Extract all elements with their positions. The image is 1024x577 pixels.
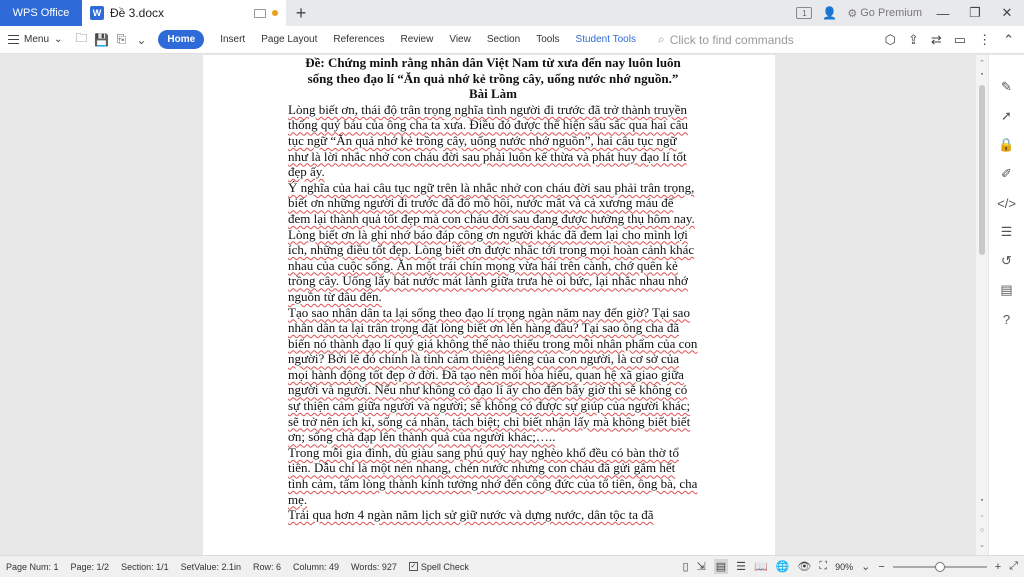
tab-review[interactable]: Review xyxy=(400,34,434,45)
prev-page-icon[interactable]: ◦ xyxy=(980,513,984,520)
tab-home[interactable]: Home xyxy=(158,30,204,49)
pen-icon[interactable]: ✎ xyxy=(1001,79,1012,94)
zoom-dropdown-icon[interactable]: ⌄ xyxy=(861,561,871,573)
menu-label: Menu xyxy=(24,34,50,45)
section-status[interactable]: Section: 1/1 xyxy=(121,561,169,572)
help-icon[interactable]: ? xyxy=(1002,311,1011,327)
document-page[interactable] xyxy=(203,55,775,555)
fit-page-icon[interactable]: ⛶ xyxy=(819,560,828,572)
edit-image-icon[interactable]: ✐ xyxy=(1001,166,1012,181)
essay-title-line-2: sống theo đạo lí “Ăn quả nhớ kẻ trồng cây, uống nước nhớ nguồn.” xyxy=(307,70,679,86)
right-side-panel xyxy=(988,55,1024,555)
search-icon: ⌕ xyxy=(657,32,665,46)
spell-check-label: Spell Check xyxy=(420,561,469,572)
app-name: WPS Office xyxy=(12,7,70,19)
arrange-icon[interactable]: ⇄ xyxy=(930,31,942,47)
quick-access-dropdown-icon[interactable]: ⌄ xyxy=(136,32,147,47)
new-tab-button[interactable]: + xyxy=(295,2,307,23)
document-tab-label: Đề 3.docx xyxy=(110,6,165,20)
wps-office-tab[interactable] xyxy=(0,0,82,26)
stack-icon[interactable]: ▤ xyxy=(1000,282,1013,297)
gear-icon: ⚙ xyxy=(847,7,858,20)
scrollbar-thumb[interactable] xyxy=(979,85,985,255)
title-bar xyxy=(0,0,1024,26)
scroll-marker-icon[interactable]: ▪ xyxy=(980,71,984,78)
select-pointer-icon[interactable]: ➚ xyxy=(1001,108,1012,123)
essay-title-line-1: Đề: Chứng minh rằng nhân dân Việt Nam từ xưa đến nay luôn luôn xyxy=(305,55,681,70)
more-options-icon[interactable]: ⋮ xyxy=(978,31,992,47)
scroll-marker-icon[interactable]: ▪ xyxy=(980,497,984,504)
command-search[interactable] xyxy=(658,32,794,47)
page-num-status[interactable]: Page Num: 1 xyxy=(6,561,59,572)
zoom-slider-knob[interactable] xyxy=(935,562,945,572)
code-icon[interactable]: </> xyxy=(997,195,1016,211)
paragraph: Lòng biết ơn, thái độ trân trọng nghĩa tình người đi trước đã trở thành truyền thống quý báu của ông cha ta xưa. Điều đó được thể hiện sâu sắc qua hai câu tục ngữ “Ăn quả nhớ kẻ trồng cây, uống nước nhớ nguồn”, hai câu tục ngữ như là lời nhắc nhở con cháu đời sau phải luôn kế thừa và phát huy đạo lí tốt đẹp ấy. xyxy=(288,101,689,180)
unsaved-dot-icon xyxy=(272,10,278,16)
setvalue-status[interactable]: SetValue: 2.1in xyxy=(180,561,241,572)
tab-view[interactable]: View xyxy=(449,34,471,45)
paragraph: Trải qua hơn 4 ngàn năm lịch sử giữ nước và dựng nước, dân tộc ta đã xyxy=(288,507,654,523)
word-doc-icon: W xyxy=(90,6,104,20)
history-icon[interactable]: ↺ xyxy=(1001,253,1012,268)
paragraph: Trong mỗi gia đình, dù giàu sang phú quý hay nghèo khổ đều có bàn thờ tổ tiên. Dẫu chỉ là một nén nhang, chén nước nhưng con cháu đã gửi gắm hết tình cảm, tấm lòng thành kính tưởng nhớ đến công đức của tổ tiên, ông bà, cha mẹ. xyxy=(288,444,698,507)
scroll-up-icon[interactable]: ⌃ xyxy=(979,60,985,67)
tab-tools[interactable]: Tools xyxy=(536,34,560,45)
export-icon[interactable]: ⇲ xyxy=(696,561,706,573)
zoom-in-icon[interactable]: + xyxy=(994,560,1002,573)
select-browse-icon[interactable]: ○ xyxy=(979,527,985,534)
lock-icon[interactable]: 🔒 xyxy=(998,137,1015,152)
paragraph: Tạo sao nhân dân ta lại sống theo đạo lí trọng ngàn năm nay đến giờ? Tại sao nhân dân ta lại trân trọng đặt lòng biết ơn lên hàng đầu? Tại sao ông cha đã biến nó thành đạo lí quý giá không thể nào thiếu trong mỗi nhân phẩm của con người? Bởi lẽ đó chính là tình cảm thiêng liêng của con người, là cơ sở của mọi hành động tốt đẹp ở đời. Đã tạo nên mối hòa hiếu, quan hệ xã giao giữa người và người. Nếu như không có đạo lí ấy cho đến bây giờ thì sẽ không có sự thiện cảm giữa người và người; sẽ không có được sự giúp của người khác; sẽ trở nên ích kỉ, sống cá nhân, tách biệt; chỉ biết nhận lấy mà không biết biết ơn; sống chà đạp lên thành quả của người khác;….. xyxy=(288,304,698,445)
layout-icon[interactable]: 1 xyxy=(796,7,812,19)
word-count-status[interactable]: Words: 927 xyxy=(351,561,397,572)
open-folder-icon[interactable]: 🗀 xyxy=(75,31,88,45)
spell-check-icon: ✓ xyxy=(410,563,417,570)
monitor-icon[interactable] xyxy=(254,9,266,18)
ribbon xyxy=(0,26,1024,54)
status-bar xyxy=(0,555,1024,577)
page-content[interactable] xyxy=(288,55,698,523)
collapse-ribbon-icon[interactable]: ⌃ xyxy=(1003,31,1014,47)
settings-sliders-icon[interactable]: ☰ xyxy=(1000,224,1013,239)
document-workspace[interactable] xyxy=(0,55,976,555)
tab-student-tools[interactable]: Student Tools xyxy=(575,34,636,45)
avatar-icon[interactable]: 👤 xyxy=(822,6,838,20)
chevron-down-icon: ⌄ xyxy=(54,34,63,45)
zoom-level[interactable]: 90% xyxy=(835,561,854,572)
format-painter-icon[interactable]: ⎘ xyxy=(116,32,127,46)
go-premium-button[interactable] xyxy=(847,7,922,20)
column-status[interactable]: Column: 49 xyxy=(293,561,340,572)
essay-heading: Bài Làm xyxy=(468,86,518,102)
row-status[interactable]: Row: 6 xyxy=(252,561,281,572)
vertical-scrollbar[interactable] xyxy=(976,55,988,555)
paragraph: Lòng biết ơn là ghi nhớ báo đáp công ơn người khác đã đem lại cho mình lợi ích, những điều tốt đẹp. Lòng biết ơn được nhắc tới trong mọi hoàn cảnh khác nhau của cuộc sống. Ăn một trái chín mọng vừa hái trên cành, chớ quên kẻ trồng cây. Uống lấy bát nước mát lành giữa trưa hè oi bức, lại nhắc nhau nhớ nguồn từ đâu đến. xyxy=(288,226,695,304)
close-button[interactable]: ✕ xyxy=(1001,5,1013,20)
zoom-out-icon[interactable]: − xyxy=(878,560,885,573)
reading-mode-icon[interactable]: ▯ xyxy=(682,561,689,573)
outline-view-icon[interactable]: ☰ xyxy=(736,561,746,573)
web-layout-icon[interactable]: 🌐 xyxy=(775,561,790,573)
share-icon[interactable]: ⇪ xyxy=(907,31,919,47)
page-status[interactable]: Page: 1/2 xyxy=(70,561,110,572)
next-page-icon[interactable]: ⌄ xyxy=(979,542,985,549)
paragraph: Ý nghĩa của hai câu tục ngữ trên là nhắc nhở con cháu đời sau phải trân trọng, biết ơn những người đi trước đã đổ mồ hôi, nước mắt và cả xương máu để đem lại thành quả tốt đẹp mà con cháu đời sau đang được hưởng thụ hôm nay. xyxy=(288,179,695,226)
minimize-button[interactable]: — xyxy=(936,5,950,21)
save-icon[interactable]: 💾 xyxy=(93,32,109,47)
command-search-placeholder: Click to find commands xyxy=(669,32,794,47)
print-layout-icon[interactable]: ▤ xyxy=(715,561,727,573)
go-premium-label: Go Premium xyxy=(860,7,922,19)
tab-insert[interactable]: Insert xyxy=(220,34,246,45)
fullscreen-icon[interactable]: ⤢ xyxy=(1009,560,1018,572)
hamburger-icon xyxy=(8,35,19,44)
tab-references[interactable]: References xyxy=(333,34,385,45)
document-tab[interactable] xyxy=(82,0,286,26)
comment-icon[interactable]: ▭ xyxy=(953,31,967,47)
eye-protection-icon[interactable]: 👁 xyxy=(797,561,812,573)
menu-button[interactable] xyxy=(8,34,62,45)
shapes-icon[interactable]: ⬡ xyxy=(884,31,896,47)
book-view-icon[interactable]: 📖 xyxy=(754,561,768,573)
maximize-button[interactable]: ❐ xyxy=(969,5,981,20)
zoom-slider[interactable] xyxy=(893,566,987,568)
tab-section[interactable]: Section xyxy=(486,34,521,45)
spell-check-button[interactable] xyxy=(409,562,469,572)
tab-page-layout[interactable]: Page Layout xyxy=(261,34,318,45)
